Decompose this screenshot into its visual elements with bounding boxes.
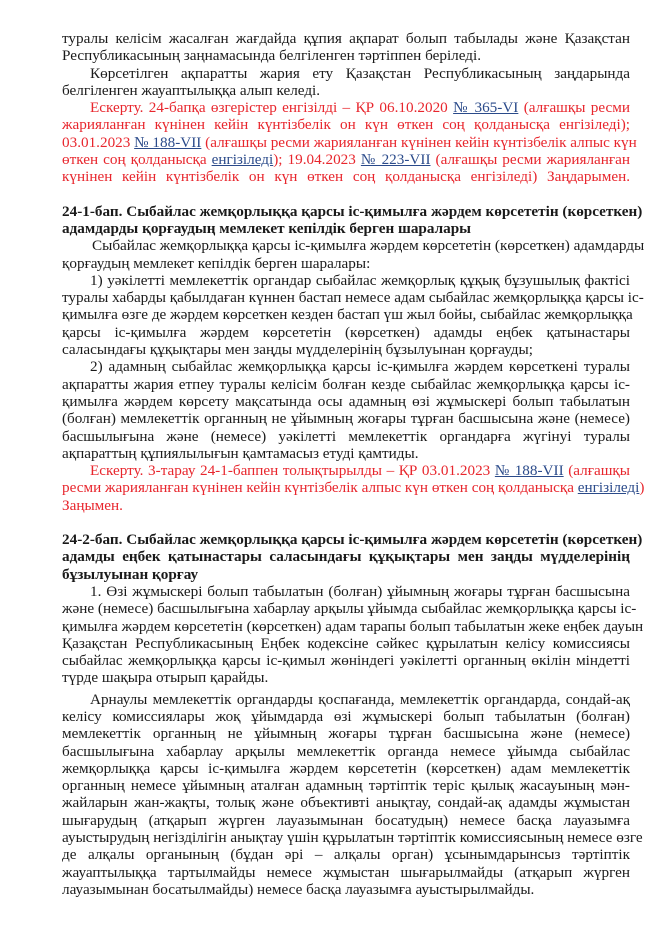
article-24-1-item-2	[62, 358, 630, 462]
text-line: және (немесе) басшылығына хабарлау арқылы ұйымда сыбайлас жемқорлыққа қарсы іс-	[62, 600, 637, 618]
heading-line: 24-1-бап. Сыбайлас жемқорлыққа қарсы іс-қимылға жәрдем көрсететін (көрсеткен)	[62, 202, 643, 220]
enforcement-link[interactable]: енгізіледі	[211, 151, 274, 169]
law-link-188-vii[interactable]: № 188-VII	[494, 462, 564, 480]
note-text: (алғашқы	[563, 462, 630, 480]
note-text: (алғашқы ресми	[518, 99, 631, 117]
note-text: )	[639, 479, 645, 497]
note-text: Ескерту. 3-тарау 24-1-баппен толықтырылды – ҚР 03.01.2023	[90, 462, 495, 480]
text-line: жемқорлыққа қарсы іс-қимылға жәрдем көрсететін (көрсеткен) адам мемлекеттік	[62, 759, 630, 777]
amendment-note-24-1	[62, 462, 645, 514]
text-line: 1. Өзі жұмыскері болып табылатын (болған) ұйымның жоғары тұрған басшысына	[90, 582, 630, 600]
text-line: мемлекеттік органның не ұйымның жоғары тұрған басшысына және (немесе)	[62, 725, 630, 743]
note-text: ресми жарияланған күнінен кейін күнтізбелік алпыс күн өткен соң қолданысқа	[62, 479, 578, 497]
note-text: ); 19.04.2023	[273, 151, 361, 169]
text-line: ауыстырудың негізділігін анықтау үшін құрылатын тәртіптік комиссиясының немесе өзге	[62, 829, 643, 847]
enforcement-link[interactable]: енгізіледі	[577, 479, 640, 497]
text-line: (болған) мемлекеттік органның не ұйымның жоғары тұрған басшысына және (немесе)	[62, 410, 630, 428]
law-link-188-vii[interactable]: № 188-VII	[134, 133, 202, 151]
text-line: лауазымынан босатылмайды) немесе басқа лауазымға ауыстырылмайды.	[62, 880, 535, 898]
text-line: белгіленген жауаптылыққа алып келеді.	[62, 81, 321, 99]
text-line: күнінен кейін күнтізбелік он күн өткен соң қолданысқа енгізіледі) Заңдарымен.	[62, 168, 630, 186]
article-24-1-item-1	[62, 271, 644, 359]
text-line: ақпараттың құпиялылығын қамтамасыз етуді қамтиды.	[62, 444, 419, 462]
text-line: қимылға жәрдем көрсететін (көрсеткен) адам тарапы болып табылатын жеке еңбек дауын	[62, 617, 644, 635]
top-paragraph	[62, 30, 630, 65]
text-line: келісу комиссиялары жоқ ұйымдарда өзі жұмыскері болып табылатын (болған)	[62, 707, 630, 725]
text-line: 1) уәкілетті мемлекеттік органдар сыбайлас жемқорлық құқық бұзушылық фактісі	[90, 271, 630, 289]
spacer	[62, 514, 630, 531]
note-text: Ескерту. 24-бапқа өзгерістер енгізілді – ҚР 06.10.2020	[90, 99, 454, 117]
text-line	[62, 133, 637, 151]
text-line: қорғаудың мемлекет кепілдік берген шаралары:	[62, 254, 371, 272]
text-line: шығарудың (атқарып жүрген лауазымынан босатудың) немесе басқа лауазымға	[62, 811, 630, 829]
text-line: органның немесе ұйымның аталған адамның тәртіптік теріс қылық жасауының мән-	[62, 777, 630, 795]
text-line	[62, 151, 630, 168]
text-line: қарсы іс-қимылға жәрдем көрсететін (көрсеткен) адамды еңбек қатынастары	[62, 323, 630, 341]
liability-paragraph	[62, 65, 630, 100]
text-line	[62, 99, 630, 116]
spacer	[62, 186, 630, 203]
law-link-365-vi[interactable]: № 365-VI	[453, 99, 519, 117]
heading-line: 24-2-бап. Сыбайлас жемқорлыққа қарсы іс-қимылға жәрдем көрсететін (көрсеткен)	[62, 531, 643, 549]
amendment-note-24	[62, 99, 637, 186]
article-24-1-heading	[62, 202, 643, 238]
text-line: Арнаулы мемлекеттік органдарды қоспағанда, мемлекеттік органдарда, сондай-ақ	[90, 690, 630, 708]
note-text: (алғашқы ресми жарияланған күнінен кейін күнтізбелік алпыс күн	[201, 133, 637, 151]
document-body	[62, 30, 645, 898]
text-line: саласындағы құқықтары мен заңды мүдделерінің бұзылуынан қорғауды;	[62, 341, 533, 359]
text-line: қимылға жәрдем көрсету мақсатында осы адамның өзі жұмыскері болып табылатын	[62, 392, 630, 410]
text-line: Қазақстан Республикасының Еңбек кодексіне сәйкес құрылатын келісу комиссиясы	[62, 634, 630, 652]
text-line	[62, 462, 630, 479]
article-24-2-heading	[62, 531, 643, 583]
text-line: 2) адамның сыбайлас жемқорлыққа қарсы іс-қимылға жәрдем көрсеткені туралы	[90, 358, 630, 376]
text-line: сыбайлас жемқорлыққа қарсы іс-қимыл жөніндегі уәкілетті органның өкілін міндетті	[62, 652, 630, 670]
heading-line: адамды еңбек қатынастары саласындағы құқықтары мен заңды мүдделерінің	[62, 548, 630, 566]
text-line: туралы келісім жасалған жағдайда құпия ақпарат болып табылады және Қазақстан	[62, 30, 630, 47]
note-text: 03.01.2023	[62, 133, 135, 151]
article-24-2-para-1	[62, 582, 644, 687]
text-line: де алқалы органының (бұдан әрі – алқалы орган) ұсынымдарынсыз тәртіптік	[62, 846, 630, 864]
text-line: Сыбайлас жемқорлыққа қарсы іс-қимылға жәрдем көрсететін (көрсеткен) адамдарды	[92, 237, 645, 255]
article-24-1-intro	[62, 237, 645, 272]
heading-line: бұзылуынан қорғау	[62, 565, 199, 583]
heading-line: адамдарды қорғаудың мемлекет кепілдік берген шаралары	[62, 219, 471, 237]
text-line: туралы хабарды қабылдаған күннен бастап немесе адам сыбайлас жемқорлыққа қарсы іс-	[62, 289, 644, 307]
text-line: жауаптылыққа тартылмайды немесе жұмыстан шығарылмайды (атқарып жүрген	[62, 863, 630, 881]
note-text: (алғашқы ресми жарияланған	[430, 151, 630, 169]
text-line: жайларын жан-жақты, толық және объективті анықтау, сондай-ақ адамды жұмыстан	[62, 794, 630, 812]
law-link-223-vii[interactable]: № 223-VII	[360, 151, 431, 169]
note-text: өткен соң қолданысқа	[62, 151, 212, 169]
text-line: қимылға өзге де жәрдем көрсеткен кезден бастап үш жыл бойы, сыбайлас жемқорлыққа	[62, 306, 633, 324]
text-line: түрде шақыра отырып қарайды.	[62, 669, 269, 687]
text-line: Көрсетілген ақпаратты жария ету Қазақстан Республикасының заңдарында	[90, 64, 630, 82]
article-24-2-para-2	[62, 690, 643, 899]
text-line: басшылығына хабарлау арқылы мемлекеттік органда немесе ұйымда сыбайлас	[62, 742, 630, 760]
text-line: басшылығына және (немесе) уәкілетті мемлекеттік органдарға жүгінуі туралы	[62, 427, 630, 445]
text-line: Республикасының заңнамасында белгіленген тәртіппен беріледі.	[62, 47, 482, 65]
text-line: Заңымен.	[62, 496, 123, 514]
text-line	[62, 479, 645, 497]
text-line: ақпаратты жария етпеу туралы келісім болған кезде сыбайлас жемқорлыққа қарсы іс-	[62, 375, 630, 393]
text-line: жарияланған күнінен кейін күнтізбелік он күн өткен соң қолданысқа енгізіледі);	[62, 116, 630, 134]
